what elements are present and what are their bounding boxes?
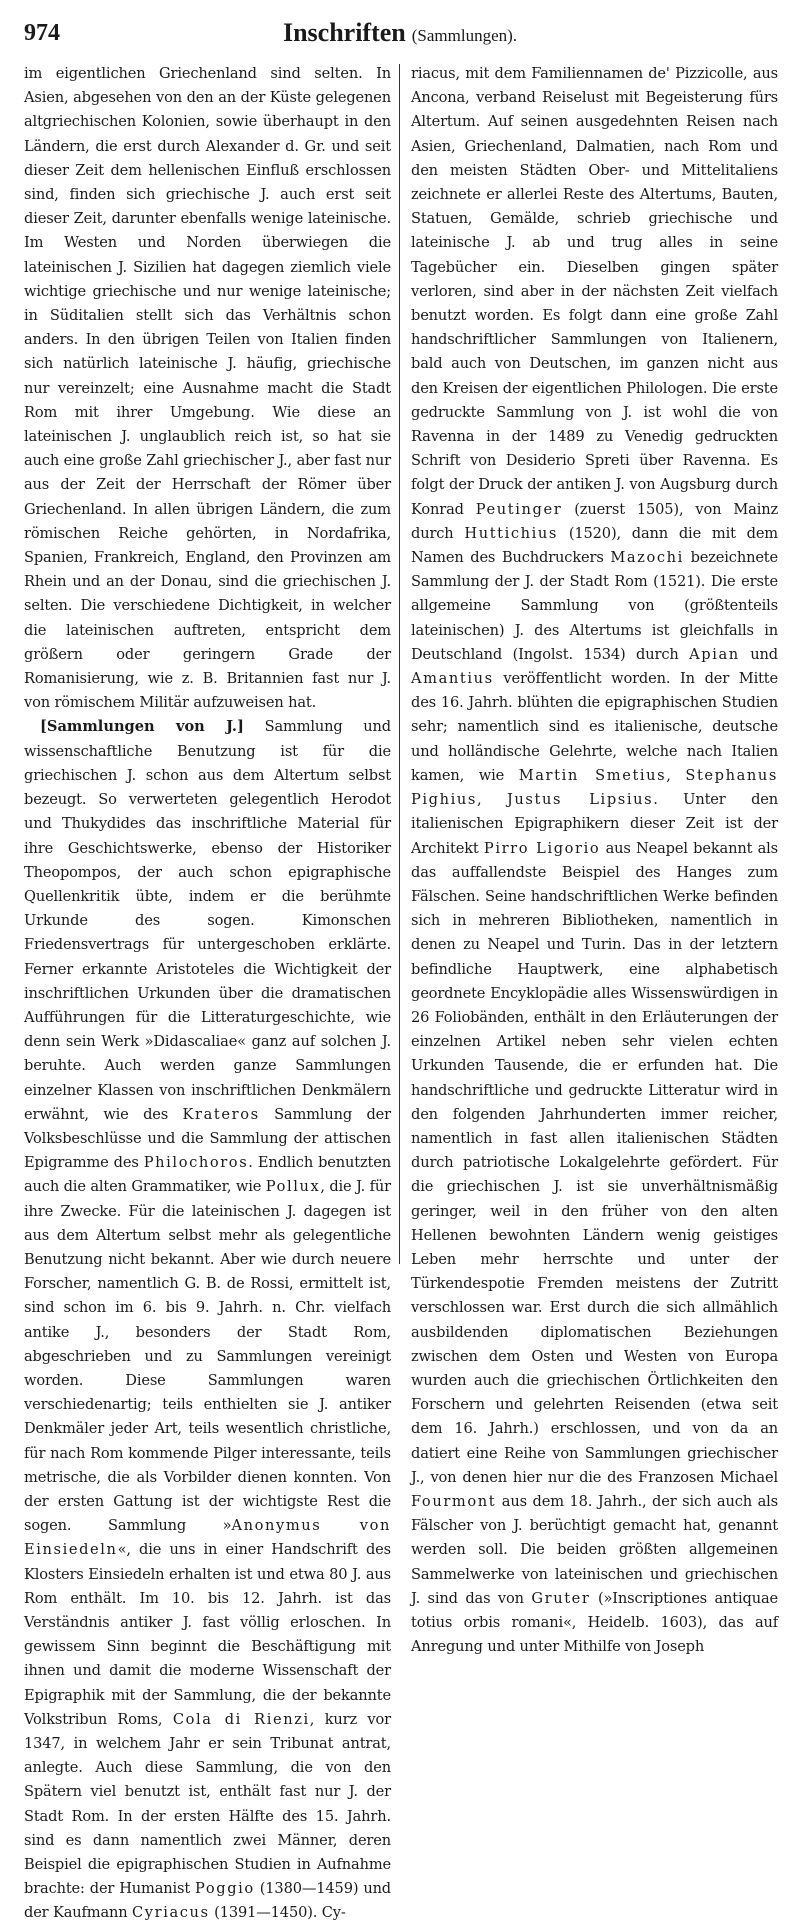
text-run: riacus, mit dem Familiennamen de' Pizzicolle, aus Ancona, verband Reiselust mit Begeisterung fürs Altertum. Auf seinen ausgedehnten Reisen nach Asien, Griechenland, Dalmatien, nach Rom und den meisten Städten Ober- und Mittelitaliens zeichnete er allerlei Reste des Altertums, Bauten, Statuen, Gemälde, schrieb griechische und lateinische J. ab und trug alles in seine Tagebücher ein. Dieselben gingen später verloren, sind aber in der nächsten Zeit vielfach benutzt worden. Es folgt dann eine große Zahl handschriftlicher Sammlungen von Italienern, bald auch von Deutschen, im ganzen nicht aus den Kreisen der eigentlichen Philologen. Die erste gedruckte Sammlung von J. ist wohl die von Ravenna in der 1489 zu Venedig gedruckten Schrift von Desiderio Spreti über Ravenna. Es folgt der Druck der antiken J. von Augsburg durch Konrad	[411, 65, 778, 518]
name-fourmont: Fourmont	[411, 1492, 497, 1510]
text-run: bezeichnete Sammlung der J. der Stadt Rom (1521). Die erste allgemeine Sammlung von (größtenteils lateinischen) J. des Altertums ist gleichfalls in Deutschland (Ingolst. 1534) durch	[411, 549, 779, 663]
text-run: (1380—1459) und der Kaufmann	[24, 1880, 392, 1922]
name-anonymus: Anonymus von Einsiedeln	[24, 1517, 391, 1559]
text-run: aus dem 18. Jahrh., der sich auch als Fälscher von J. berüchtigt gemacht hat, genannt werden soll. Die beiden größten allgemeinen Sammelwerke von lateinischen und griechischen J. sind das von	[411, 1492, 778, 1607]
name-poggio: Poggio	[195, 1880, 255, 1898]
name-pighius: Stephanus Pighius	[411, 766, 779, 809]
name-cola-di-rienzi: Cola di Rienzi	[172, 1710, 310, 1728]
running-title-sub: (Sammlungen).	[411, 26, 518, 45]
paragraph-continued	[411, 62, 778, 1659]
right-column	[411, 62, 778, 1659]
page-header	[24, 10, 776, 56]
left-column	[24, 62, 391, 1926]
page-number: 974	[24, 20, 60, 46]
name-cyriacus: Cyriacus	[132, 1904, 210, 1922]
running-title-main: Inschriften	[282, 18, 406, 47]
text-run: (zuerst 1505), von Mainz durch	[411, 500, 778, 542]
name-smetius: Martin Smetius	[518, 766, 667, 784]
name-krateros: Krateros	[182, 1105, 260, 1123]
text-run: (»Inscriptiones antiquae totius orbis romani«, Heidelb. 1603), das auf Anregung und unter Mithilfe von Joseph	[411, 1589, 779, 1656]
name-peutinger: Peutinger	[475, 500, 563, 518]
name-gruter: Gruter	[531, 1589, 591, 1607]
text-run: und	[739, 645, 778, 663]
text-run: , die J. für ihre Zwecke. Für die lateinischen J. dagegen ist aus dem Altertum selbst mehr als gelegentliche Benutzung nicht bekannt. Aber wie durch neuere Forscher, namentlich G. B. de Rossi, ermittelt ist, sind schon im 6. bis 9. Jahrh. n. Chr. vielfach antike J., besonders der Stadt Rom, abgeschrieben und zu Sammlungen vereinigt worden. Diese Sammlungen waren verschiedenartig; teils enthielten sie J. antiker Denkmäler jeder Art, teils wesentlich christliche, für nach Rom kommende Pilger interessante, teils metrische, die als Vorbilder dienen konnten. Von der ersten Gattung ist der wichtigste Rest die sogen. Sammlung »	[24, 1178, 391, 1535]
text-run: , kurz vor 1347, in welchem Jahr er sein Tribunat antrat, anlegte. Auch diese Sammlung, die von den Spätern viel benutzt ist, enthält fast nur J. der Stadt Rom. In der ersten Hälfte des 15. Jahrh. sind es dann namentlich zwei Männer, deren Beispiel die epigraphischen Studien in Aufnahme brachte: der Humanist	[24, 1710, 391, 1898]
text-run: . Endlich benutzten auch die alten Grammatiker, wie	[24, 1154, 391, 1196]
section-heading: [Sammlungen von J.]	[40, 718, 244, 736]
text-run: ,	[476, 791, 507, 809]
column-divider	[399, 64, 400, 1264]
name-philochoros: Philochoros	[143, 1154, 249, 1172]
name-lipsius: Justus Lipsius	[506, 791, 654, 809]
name-amantius: Amantius	[411, 670, 494, 688]
text-run: aus Neapel bekannt als das auffallendste Beispiel des Hanges zum Fälschen. Seine handschriftlichen Werke befinden sich in mehreren Bibliotheken, namentlich in denen zu Neapel und Turin. Das in der letztern befindliche Hauptwerk, eine alphabetisch geordnete Encyklopädie alles Wissenswürdigen in 26 Foliobänden, enthält in den Erläuterungen der einzelnen Artikel neben sehr vielen echten Urkunden Tausende, die er erfunden hat. Die handschriftliche und gedruckte Litteratur wird in den folgenden Jahrhunderten immer reicher, namentlich in fast allen italienischen Städten durch patriotische Lokalgelehrte gefördert. Für die griechischen J. ist sie unverhältnismäßig geringer, weil in den früher von den alten Hellenen bewohnten Ländern wenig geistiges Leben mehr herrschte und unter der Türkendespotie Fremden meistens der Zutritt verschlossen war. Erst durch die sich allmählich ausbildenden diplomatischen Beziehungen zwischen dem Osten und Westen von Europa wurden auch die griechischen Örtlichkeiten den Forschern und gelehrten Reisenden (etwa seit dem 16. Jahrh.) erschlossen, und von da an datiert eine Reihe von Sammlungen griechischer J., von denen hier nur die des Franzosen Michael	[411, 839, 778, 1486]
text-run: veröffentlicht worden. In der Mitte des 16. Jahrh. blühten die epigraphischen Studien sehr; namentlich sind es italienische, deutsche und holländische Gelehrte, welche nach Italien kamen, wie	[411, 670, 778, 784]
text-run: Sammlung der Volksbeschlüsse und die Sammlung der attischen Epigramme des	[24, 1105, 391, 1172]
text-run: . Unter den italienischen Epigraphikern dieser Zeit ist der Architekt	[411, 791, 778, 857]
running-title	[24, 18, 776, 48]
paragraph-sammlungen	[24, 715, 391, 1925]
text-run: «, die uns in einer Handschrift des Klosters Einsiedeln erhalten ist und etwa 80 J. aus Rom enthält. Im 10. bis 12. Jahrh. ist das Verständnis antiker J. fast völlig erloschen. In gewissem Sinn beginnt die Beschäftigung mit ihnen und damit die moderne Wissenschaft der Epigraphik mit der Sammlung, die der bekannte Volkstribun Roms,	[24, 1541, 391, 1728]
name-pollux: Pollux	[265, 1178, 321, 1196]
text-run: (1520), dann die mit dem Namen des Buchdruckers	[411, 524, 778, 567]
name-apian: Apian	[689, 645, 740, 663]
paragraph-intro: im eigentlichen Griechenland sind selten. In Asien, abgesehen von den an der Küste gelegenen altgriechischen Kolonien, sowie überhaupt in den Ländern, die erst durch Alexander d. Gr. und seit dieser Zeit dem hellenischen Einfluß erschlossen sind, finden sich griechische J. auch erst seit dieser Zeit, darunter ebenfalls wenige lateinische. Im Westen und Norden überwiegen die lateinischen J. Sizilien hat dagegen ziemlich viele wichtige griechische und nur wenige lateinische; in Süditalien stellt sich das Verhältnis schon anders. In den übrigen Teilen von Italien finden sich natürlich lateinische J. häufig, griechische nur vereinzelt; eine Ausnahme macht die Stadt Rom mit ihrer Umgebung. Wie diese an lateinischen J. unglaublich reich ist, so hat sie auch eine große Zahl griechischer J., aber fast nur aus der Zeit der Herrschaft der Römer über Griechenland. In allen übrigen Ländern, die zum römischen Reiche gehörten, in Nordafrika, Spanien, Frankreich, England, den Provinzen am Rhein und an der Donau, sind die griechischen J. selten. Die verschiedene Dichtigkeit, in welcher die lateinischen auftreten, entspricht dem größern oder geringern Grade der Romanisierung, wie z. B. Britannien fast nur J. von römischem Militär aufzuweisen hat.	[24, 65, 391, 712]
name-ligorio: Pirro Ligorio	[483, 839, 601, 857]
text-run: Sammlung und wissenschaftliche Benutzung ist für die griechischen J. schon aus dem Altertum selbst bezeugt. So verwerteten gelegentlich Herodot und Thukydides das inschriftliche Material für ihre Geschichtswerke, ebenso der Historiker Theopompos, der auch schon epigraphische Quellenkritik übte, indem er die berühmte Urkunde des sogen. Kimonschen Friedensvertrags für untergeschoben erklärte. Ferner erkannte Aristoteles die Wichtigkeit der inschriftlichen Urkunden über die dramatischen Aufführungen für die Litteraturgeschichte, wie denn sein Werk »Didascaliae« ganz auf solchen J. beruhte. Auch werden ganze Sammlungen einzelner Klassen von inschriftlichen Denkmälern erwähnt, wie des	[24, 718, 392, 1123]
name-huttichius: Huttichius	[464, 524, 559, 542]
name-mazochi: Mazochi	[610, 549, 684, 567]
text-run: ,	[666, 766, 686, 784]
text-run: (1391—1450). Cy-	[209, 1904, 346, 1922]
